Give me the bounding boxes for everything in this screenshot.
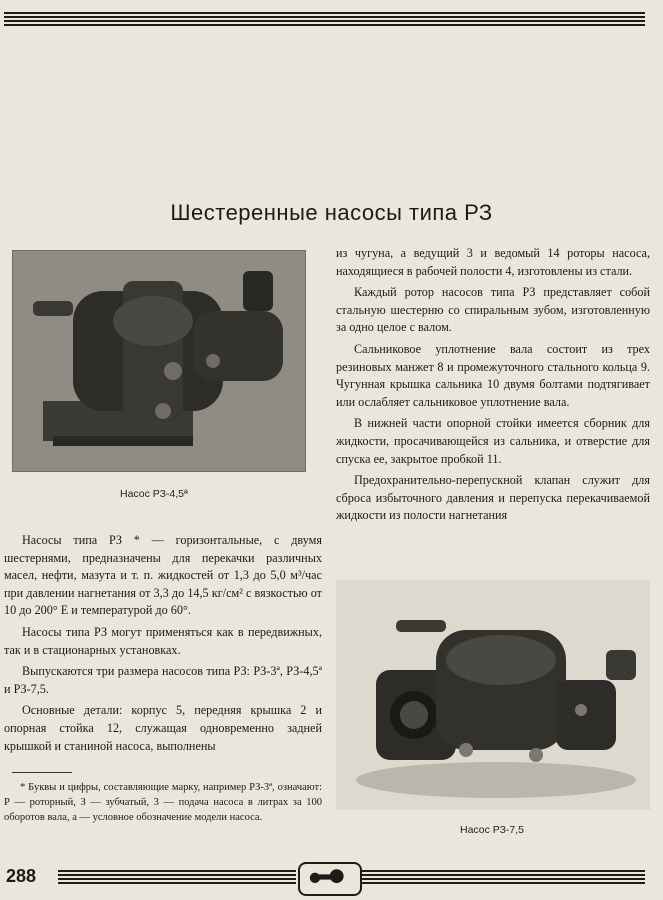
gear-pump-photo-icon: [13, 251, 305, 471]
paragraph: В нижней части опорной стойки имеется сборник для жидкости, просачивающейся из сальника, и отверстие для спуска ее, закрытое пробкой 11.: [336, 416, 650, 466]
paragraph: Каждый ротор насосов типа РЗ представляет собой стальную шестерню со спиральным зубом, изготовленную за одно целое с валом.: [336, 285, 650, 335]
paragraph: Выпускаются три размера насосов типа РЗ: РЗ-3ª, РЗ-4,5ª и РЗ-7,5.: [4, 664, 322, 696]
pump-rz-7-5-photo: [336, 580, 650, 810]
figure-caption: Насос РЗ-7,5: [460, 824, 525, 836]
paragraph: Насосы типа РЗ * — горизонтальные, с двумя шестернями, предназначены для перекачки различных масел, нефти, мазута и т. п. жидкостей от 1,3 до 5,0 м³/час при давлении нагнетания от 3,3 до 14,5 кг/см² с вязкостью от 10 до 200° Е и температурой до 60°.: [4, 533, 322, 618]
left-column: [4, 532, 322, 759]
top-decorative-rule: [4, 12, 645, 26]
machine-emblem-icon: [300, 864, 356, 890]
figure-caption: Насос РЗ-4,5ª: [120, 488, 188, 500]
footnote-rule: [12, 772, 72, 773]
paragraph: Насосы типа РЗ могут применяться как в передвижных, так и в стационарных установках.: [4, 624, 322, 657]
paragraph: Предохранительно-перепускной клапан служит для сброса избыточного давления и перепуска перекачиваемой жидкости из полости нагнетания: [336, 473, 650, 523]
emblem-icon: [298, 862, 362, 896]
page-title: Шестеренные насосы типа РЗ: [170, 200, 493, 225]
pump-rz-4-5-photo: [12, 250, 306, 472]
bottom-decorative-rule: [58, 870, 296, 884]
bottom-decorative-rule: [360, 870, 645, 884]
gear-pump-photo-icon: [336, 580, 650, 810]
paragraph: из чугуна, а ведущий 3 и ведомый 14 роторы насоса, находящиеся в рабочей полости 4, изготовлены из стали.: [336, 246, 650, 278]
footnote-text: * Буквы и цифры, составляющие марку, например РЗ-3ª, означают: Р — роторный, З — зубчатый, 3 — подача насоса в литрах за 100 оборотов вала, а — условное обозначение модели насоса.: [4, 782, 322, 823]
footnote: [4, 780, 322, 825]
paragraph: Основные детали: корпус 5, передняя крышка 2 и опорная стойка 12, служащая одновременно задней крышкой и станиной насоса, выполнены: [4, 703, 322, 753]
right-column: [336, 245, 650, 529]
paragraph: Сальниковое уплотнение вала состоит из трех резиновых манжет 8 и промежуточного стального кольца 9. Чугунная крышка сальника 10 двумя болтами подтягивает или ослабляет сальниковое уплотнение вала.: [336, 341, 650, 409]
page-number: 288: [6, 866, 37, 886]
